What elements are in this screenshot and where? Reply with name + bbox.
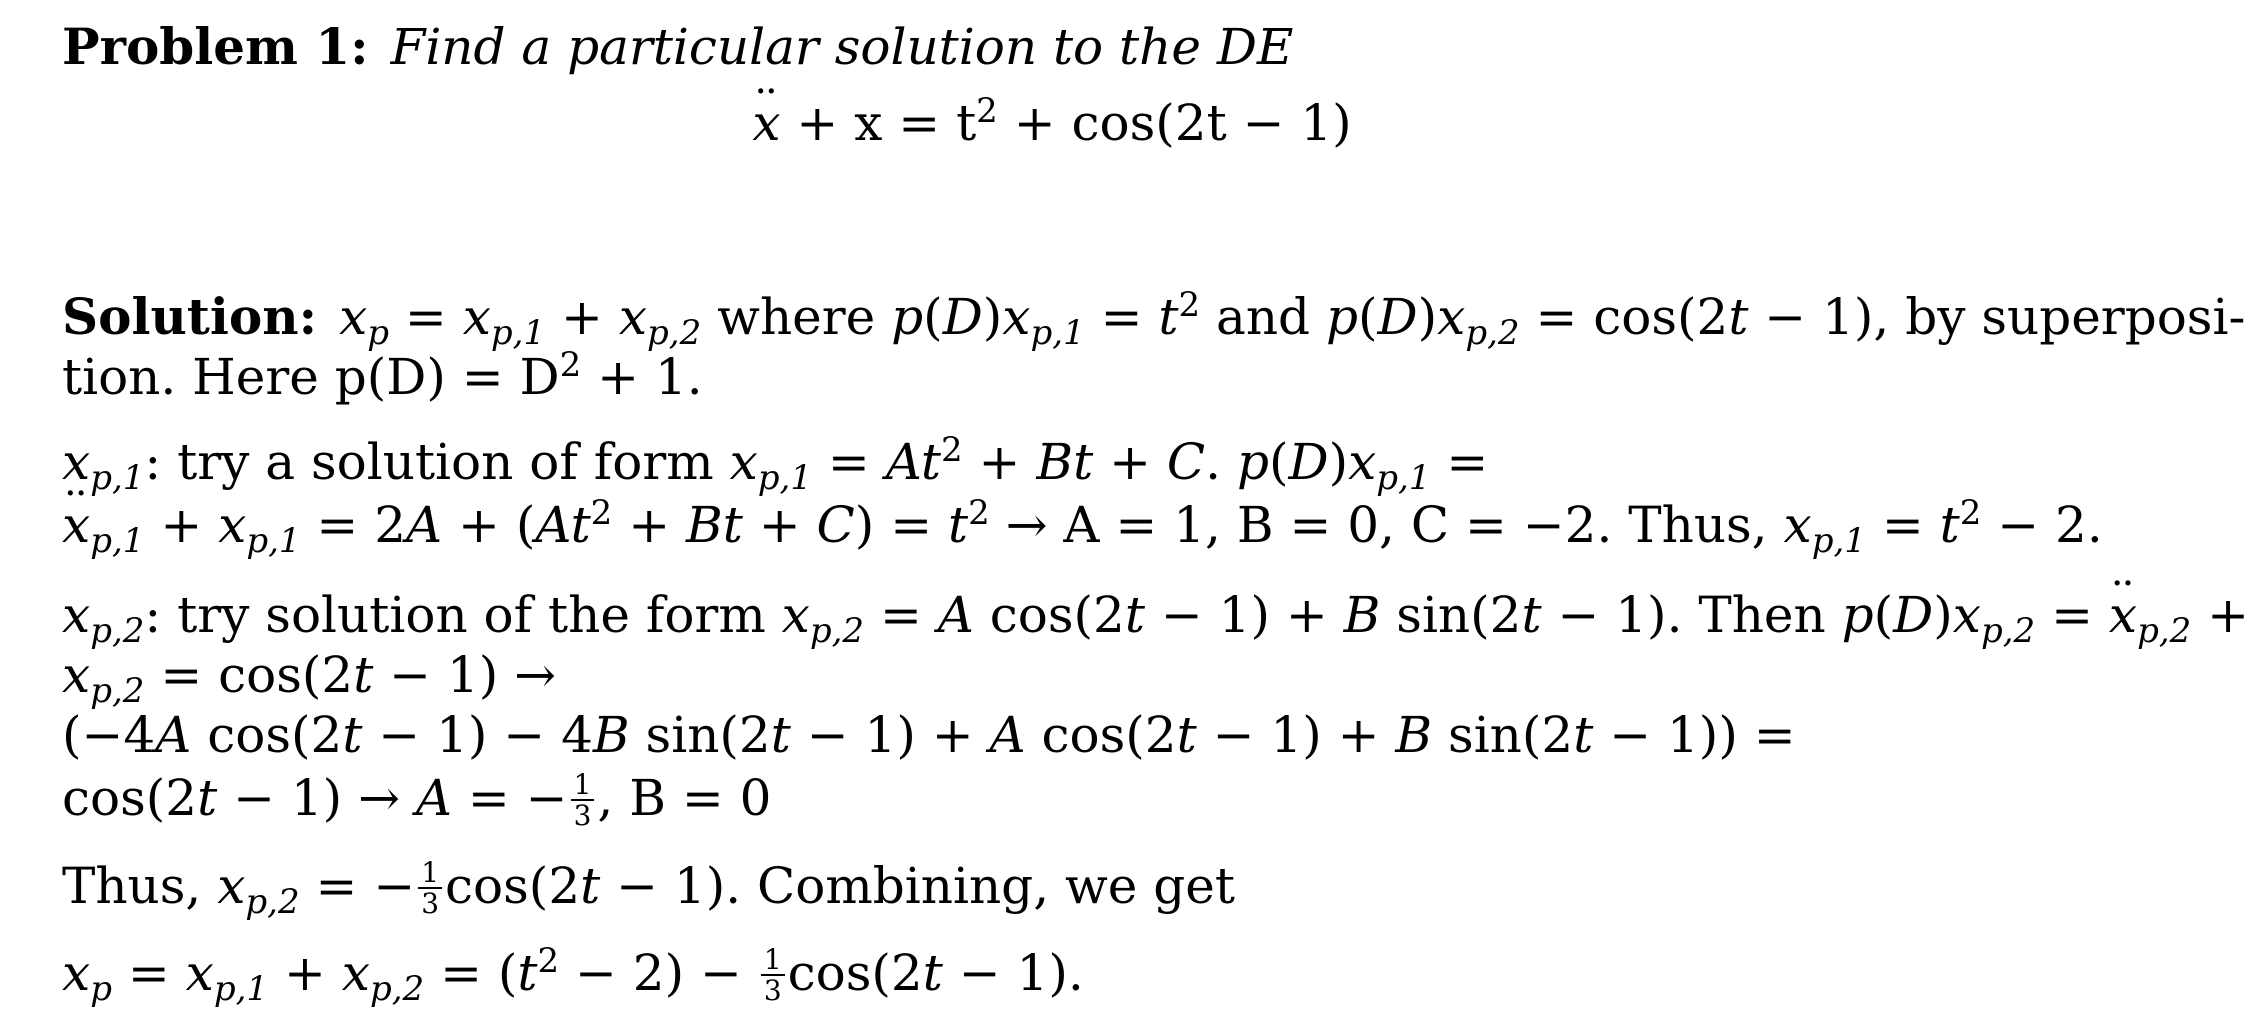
equation-rhs: + cos(2t − 1) (997, 94, 1352, 152)
fraction-one-third: $\frac{1}{3}$ (418, 858, 442, 919)
problem-label: Problem 1: (62, 17, 369, 76)
part2-line-1: $x_{p,2}$: try solution of the form $x_{p,2} = A$ cos(2t − 1) + B sin(2t − 1). Then $p(D)x_{p,2}$ = ·· $x_{p,2}$ + (62, 590, 2249, 640)
solution-line-1: Solution: $x_p = x_{p,1} + x_{p,2}$ where $p(D)x_{p,1} = t^2$ and $p(D)x_{p,2} = \cos(2t - 1)$, by superposi- (62, 285, 2246, 353)
problem-statement: Find a particular solution to the DE (390, 18, 1294, 76)
problem-header (62, 17, 1294, 76)
differential-equation: ·· $x + x = t^2 + \cos(2t - 1)$ (0, 98, 2104, 148)
part2-line-4: cos(2t − 1) → A = − $\frac{1}{3}$ , B = 0 (62, 768, 772, 833)
solution-label: Solution: (62, 287, 318, 346)
part2-line-2: $x_{p,2} = \cos(2t - 1)$ → (62, 646, 557, 711)
conclusion-line-1: Thus, $x_{p,2}$ = − $\frac{1}{3}$ cos(2t − 1). Combining, we get (62, 856, 1235, 922)
fraction-one-third: $\frac{1}{3}$ (761, 945, 785, 1006)
part1-line-1: $x_{p,1}$: try a solution of form $x_{p,1} = At^2 + Bt + C$. $p(D)x_{p,1}$ = (62, 430, 1489, 498)
solution-line-2: tion. Here $p(D) = D^2 + 1$. (62, 345, 703, 406)
conclusion-line-2: $x_p = x_{p,1} + x_{p,2} = (t^2 - 2)$ − $\frac{1}{3}$ cos(2t − 1). (62, 940, 1084, 1009)
part2-line-3: (−4A cos(2t − 1) − 4B sin(2t − 1) + A cos(2t − 1) + B sin(2t − 1)) = (62, 706, 1796, 764)
equation-lhs: + x = t (780, 94, 977, 152)
part1-line-2: ·· $x_{p,1} + x_{p,1} = 2A + (At^2 + Bt + C) = t^2 \to A = 1$, B = 0, C = −2. Thus, $x_{p,1} = t^2 - 2$. (62, 500, 2103, 550)
fraction-one-third: $\frac{1}{3}$ (571, 770, 595, 831)
